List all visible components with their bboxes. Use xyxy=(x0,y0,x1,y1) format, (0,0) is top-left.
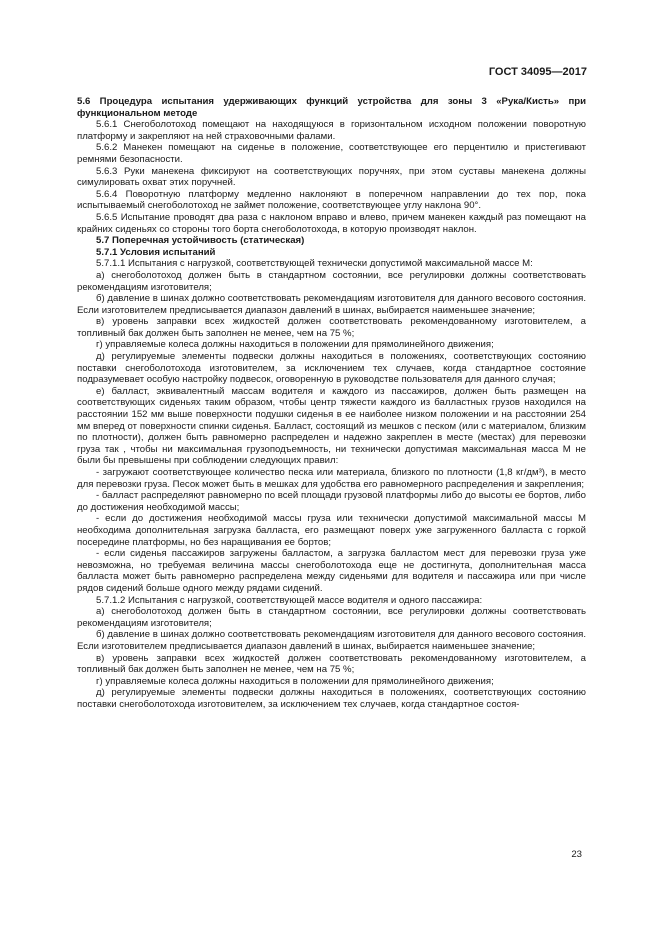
paragraph: - загружают соответствующее количество песка или материала, близкого по плотности (1,8 кг/дм³), в место для перевозки груза. Песок может быть в мешках для удобства его равномерного распределения и закрепления; xyxy=(77,467,586,490)
section-heading: 5.7 Поперечная устойчивость (статическая) xyxy=(96,235,305,247)
paragraph: б) давление в шинах должно соответствовать рекомендациям изготовителя для данного весового состояния. Если изготовителем предписывается диапазон давлений в шинах, выбирается наименьшее значение; xyxy=(77,629,587,652)
paragraph: г) управляемые колеса должны находиться в положении для прямолинейного движения; xyxy=(96,675,494,687)
paragraph: - балласт распределяют равномерно по всей площади грузовой платформы либо до высоты ее бортов, либо до достижения необходимой массы; xyxy=(77,490,586,513)
paragraph: 5.6.5 Испытание проводят два раза с наклоном вправо и влево, причем манекен каждый раз помещают на крайних сиденьях со стороны того борта снегоболотохода, в которую производят наклон. xyxy=(77,211,586,235)
section-heading: 5.7.1 Условия испытаний xyxy=(96,246,216,258)
paragraph: а) снегоболотоход должен быть в стандартном состоянии, все регулировки должны соответствовать рекомендациям изготовителя; xyxy=(77,269,586,293)
paragraph: 5.6.3 Руки манекена фиксируют на соответствующих поручнях, при этом суставы манекена должны симулировать охват этих поручней. xyxy=(77,165,586,189)
paragraph: 5.6.2 Манекен помещают на сиденье в положение, соответствующее его перцентилю и пристегивают ремнями безопасности. xyxy=(77,142,586,165)
paragraph: 5.7.1.1 Испытания с нагрузкой, соответствующей технически допустимой максимальной массе М: xyxy=(96,258,533,270)
paragraph: в) уровень заправки всех жидкостей должен соответствовать рекомендованному изготовителем, а топливный бак должен быть заполнен не менее, чем на 75 %; xyxy=(77,316,586,339)
paragraph: а) снегоболотоход должен быть в стандартном состоянии, все регулировки должны соответствовать рекомендациям изготовителя; xyxy=(77,606,586,629)
document-body xyxy=(77,96,586,710)
paragraph: е) балласт, эквивалентный массам водителя и каждого из пассажиров, должен быть размещен на соответствующих сиденьях таким образом, чтобы центр тяжести каждого из балластных грузов находился на расстоянии 152 мм выше поверхности подушки сиденья в ее наиболее низком положении и на расстоянии 254 мм вперед от поверхности спинки сиденья. Балласт, состоящий из мешков с песком (или с материалом, близким по плотности), должен быть равномерно распределен и надежно закреплен в месте (местах) для перевозки груза так , чтобы ни максимальная грузоподъемность, ни технически допустимая максимальная масса М не были бы превышены при соблюдении следующих правил: xyxy=(77,385,586,467)
paragraph: 5.7.1.2 Испытания с нагрузкой, соответствующей массе водителя и одного пассажира: xyxy=(96,594,483,606)
paragraph: - если сиденья пассажиров загружены балластом, а загрузка балластом мест для перевозки груза уже невозможна, но требуемая величина массы снегоболотохода еще не достигнута, дополнительная масса балласта может быть равномерно распределена между сиденьями для водителя и пассажира или при числе рядов сидений больше одного между рядами сидений. xyxy=(77,548,586,594)
paragraph: 5.6.1 Снегоболотоход помещают на находящуюся в горизонтальном исходном положении поворотную платформу и закрепляют на ней страховочными фалами. xyxy=(77,119,586,142)
paragraph: в) уровень заправки всех жидкостей должен соответствовать рекомендованному изготовителем, а топливный бак должен быть заполнен не менее, чем на 75 %; xyxy=(77,652,586,676)
paragraph: - если до достижения необходимой массы груза или технически допустимой максимальной массы М необходима дополнительная загрузка балласта, его размещают поверх уже загруженного балласта с горкой посередине платформы, но без наращивания ее бортов; xyxy=(77,513,586,548)
paragraph: д) регулируемые элементы подвески должны находиться в положениях, соответствующих состоянию поставки снегоболотохода изготовителем, за исключением тех случаев, когда стандартное состояние подразумевает особую настройку подвесок, оговоренную в руководстве пользователя для данного случая; xyxy=(77,351,586,386)
page-number: 23 xyxy=(571,849,582,860)
section-heading: 5.6 Процедура испытания удерживающих функций устройства для зоны 3 «Рука/Кисть» при функциональном методе xyxy=(77,96,586,119)
paragraph: 5.6.4 Поворотную платформу медленно наклоняют в поперечном направлении до тех пор, пока испытываемый снегоболотоход не займет положение, соответствующее углу наклона 90°. xyxy=(77,188,586,212)
paragraph: д) регулируемые элементы подвески должны находиться в положениях, соответствующих состоянию поставки снегоболотохода изготовителем, за исключением тех случаев, когда стандартное состоя- xyxy=(77,687,586,710)
document-code-header: ГОСТ 34095—2017 xyxy=(488,66,587,78)
paragraph: г) управляемые колеса должны находиться в положении для прямолинейного движения; xyxy=(96,339,494,351)
paragraph: б) давление в шинах должно соответствовать рекомендациям изготовителя для данного весового состояния. Если изготовителем предписывается диапазон давлений в шинах, выбирается наименьшее значение; xyxy=(77,293,587,316)
